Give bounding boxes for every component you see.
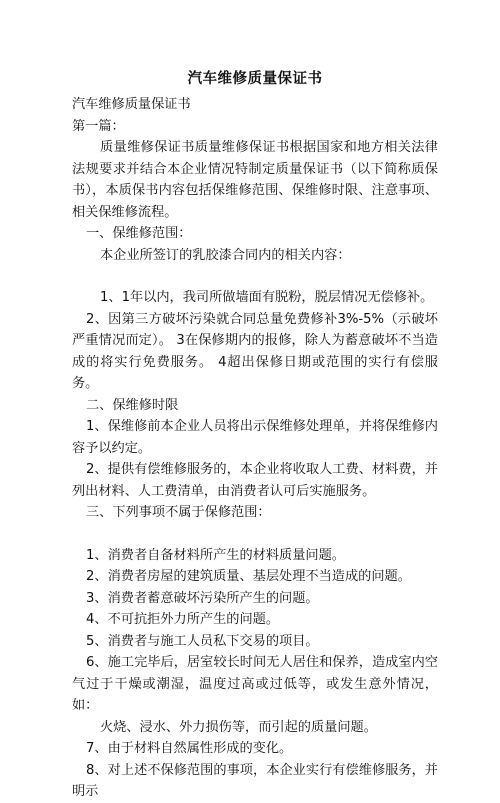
intro-paragraph: 质量维修保证书质量维修保证书根据国家和地方相关法律法规要求并结合本企业情况特制定质量保证书（以下简称质保书），本质保书内容包括保维修范围、保维修时限、注意事项、相关保维修流程。 xyxy=(72,140,438,220)
section1-item: 2、因第三方破坏污染就合同总量免费修补3%-5%（示破坏严重情况而定）。 3在保修期内的报修，除人为蓄意破坏不当造成的将实行免费服务。 4超出保修日期或范围的实行有偿服务。 xyxy=(72,311,438,391)
section3-item: 8、对上述不保修范围的事项，本企业实行有偿维修服务，并明示 xyxy=(72,762,438,799)
section3-item: 1、消费者自备材料所产生的材料质量问题。 xyxy=(86,547,345,563)
section2-item: 2、提供有偿维修服务的，本企业将收取人工费、材料费，并列出材料、人工费清单，由消费者认可后实施服务。 xyxy=(72,462,438,499)
blank-line xyxy=(72,524,438,545)
section1-item: 1、1年以内，我司所做墙面有脱粉，脱层情况无偿修补。 xyxy=(100,290,434,305)
section3-item: 5、消费者与施工人员私下交易的项目。 xyxy=(86,633,319,649)
section3-item: 6、施工完毕后，居室较长时间无人居住和保养，造成室内空气过于干燥或潮湿，温度过高或过低等，或发生意外情况，如： xyxy=(72,655,438,713)
section2-item: 1、保维修前本企业人员将出示保维修处理单，并将保维修内容予以约定。 xyxy=(72,419,438,456)
section1-heading: 一、保维修范围： xyxy=(86,226,192,241)
chapter-label: 第一篇： xyxy=(72,118,125,134)
section3-item: 4、不可抗拒外力所产生的问题。 xyxy=(86,612,280,627)
document-title: 汽车维修质量保证书 xyxy=(187,71,323,87)
section3-item: 2、消费者房屋的建筑质量、基层处理不当造成的问题。 xyxy=(86,569,411,584)
section1-lead: 本企业所签订的乳胶漆合同内的相关内容： xyxy=(100,247,351,263)
document-subtitle: 汽车维修质量保证书 xyxy=(72,97,191,112)
blank-line xyxy=(72,266,438,287)
section3-item: 3、消费者蓄意破坏污染所产生的问题。 xyxy=(86,590,319,606)
section3-item: 火烧、浸水、外力损伤等，而引起的质量问题。 xyxy=(100,719,377,735)
section3-item: 7、由于材料自然属性形成的变化。 xyxy=(86,741,293,756)
section2-heading: 二、保维修时限 xyxy=(86,397,179,413)
section3-heading: 三、下列事项不属于保修范围： xyxy=(86,505,271,520)
